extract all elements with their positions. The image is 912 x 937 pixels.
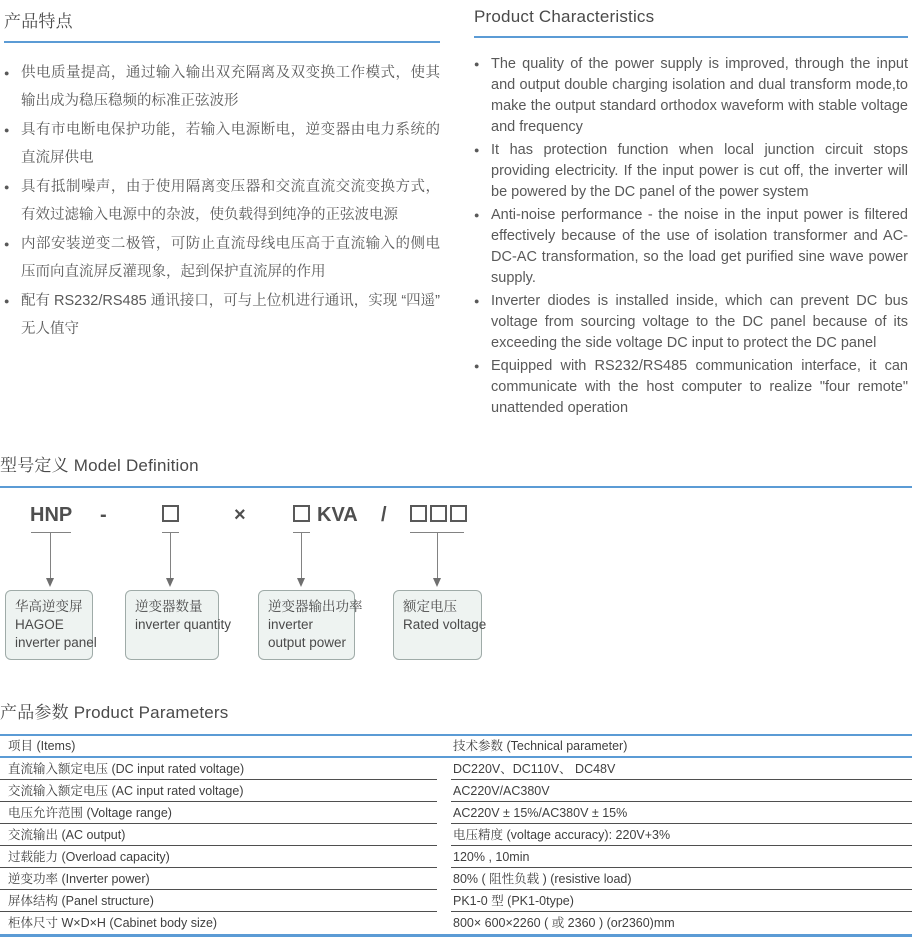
table-header-row — [0, 736, 912, 758]
row-item: 交流输入额定电压 (AC input rated voltage) — [0, 781, 437, 802]
model-placeholder-box-icon — [293, 505, 310, 522]
table-row — [0, 912, 912, 934]
row-value: 800× 600×2260 ( 或 2360 ) (or2360)mm — [453, 915, 675, 930]
table-row — [0, 802, 912, 824]
connector-line — [301, 532, 302, 580]
row-value: DC220V、DC110V、 DC48V — [451, 759, 912, 780]
model-code-diagram — [0, 490, 912, 676]
features-column — [0, 7, 440, 421]
arrow-down-icon — [433, 578, 441, 587]
parameters-title: 产品参数 Product Parameters — [0, 703, 229, 722]
row-item: 交流输出 (AC output) — [0, 825, 437, 846]
box-line: 逆变器输出功率 — [268, 599, 363, 614]
feature-item: ● 具有抵制噪声，由于使用隔离变压器和交流直流交流变换方式，有效过滤输入电源中的杂波，使负载得到纯净的正弦波电源 — [4, 173, 440, 229]
definition-box-output-power — [258, 590, 363, 660]
characteristic-item: ● Anti-noise performance - the noise in the input power is filtered effectively because of the use of isolation transformer and AC-DC-AC transformation, so the load get purified sine wave power supply. — [474, 205, 908, 289]
connector-line — [50, 532, 51, 580]
row-item: 过载能力 (Overload capacity) — [0, 847, 437, 868]
row-item: 直流输入额定电压 (DC input rated voltage) — [0, 759, 437, 780]
characteristic-item: ● Equipped with RS232/RS485 communication interface, it can communicate with the host computer to realize "four remote" unattended operation — [474, 356, 908, 419]
parameters-table — [0, 734, 912, 937]
definition-box-inverter-quantity — [125, 590, 232, 660]
row-value: 80% ( 阻性负载 ) (resistive load) — [451, 869, 912, 890]
characteristic-item: ● It has protection function when local junction circuit stops providing electricity. If the input power is cut off, the inverter will be powered by the DC panel of the power system — [474, 140, 908, 203]
table-row — [0, 758, 912, 780]
box-line: 额定电压 — [403, 599, 457, 614]
model-placeholder-box-icon — [162, 505, 179, 522]
arrow-down-icon — [166, 578, 174, 587]
model-slash: / — [381, 504, 387, 526]
connector-line — [170, 532, 171, 580]
definition-box-inverter-panel — [5, 590, 97, 660]
characteristics-list — [474, 54, 908, 419]
arrow-down-icon — [297, 578, 305, 587]
box-line: 华高逆变屏 — [15, 599, 83, 614]
model-dash: - — [100, 504, 107, 526]
model-kva-suffix: KVA — [317, 504, 358, 526]
features-list — [4, 59, 440, 343]
header-technical-parameter: 技术参数 (Technical parameter) — [453, 738, 628, 753]
table-row — [0, 868, 912, 890]
parameters-section — [0, 698, 912, 937]
features-title: 产品特点 — [4, 12, 73, 31]
feature-item: ● 配有 RS232/RS485 通讯接口，可与上位机进行通讯，实现 “四遥” 无人值守 — [4, 287, 440, 343]
box-line: inverter — [268, 617, 314, 632]
row-value: PK1-0 型 (PK1-0type) — [451, 891, 912, 912]
characteristic-item: ● Inverter diodes is installed inside, which can prevent DC bus voltage from sourcing voltage to the DC panel because of its exceeding the side voltage DC input to protect the DC panel — [474, 291, 908, 354]
model-definition-divider — [0, 486, 912, 488]
box-line: 逆变器数量 — [135, 599, 203, 614]
table-row — [0, 780, 912, 802]
row-value: 120% , 10min — [451, 847, 912, 868]
row-item: 柜体尺寸 W×D×H (Cabinet body size) — [8, 915, 218, 930]
model-definition-section — [0, 451, 912, 676]
box-line: Rated voltage — [403, 617, 487, 632]
characteristics-title: Product Characteristics — [474, 7, 655, 26]
feature-item: ● 具有市电断电保护功能，若输入电源断电，逆变器由电力系统的直流屏供电 — [4, 116, 440, 172]
box-line: inverter quantity — [135, 617, 232, 632]
table-row — [0, 846, 912, 868]
row-item: 电压允许范围 (Voltage range) — [0, 803, 437, 824]
top-section — [0, 0, 912, 421]
feature-item: ● 供电质量提高，通过输入输出双充隔离及双变换工作模式，使其输出成为稳压稳频的标准正弦波形 — [4, 59, 440, 115]
row-item: 屏体结构 (Panel structure) — [0, 891, 437, 912]
connector-line — [437, 532, 438, 580]
row-value: AC220V ± 15%/AC380V ± 15% — [451, 803, 912, 824]
header-items: 项目 (Items) — [8, 738, 76, 753]
row-value: AC220V/AC380V — [451, 781, 912, 802]
connector-bar — [31, 532, 71, 533]
features-divider — [4, 41, 440, 43]
row-value: 电压精度 (voltage accuracy): 220V+3% — [451, 825, 912, 846]
table-row — [0, 890, 912, 912]
model-placeholder-box-icon — [430, 505, 447, 522]
definition-box-rated-voltage — [393, 590, 487, 660]
model-times: × — [234, 504, 246, 526]
characteristics-divider — [474, 36, 908, 38]
model-placeholder-box-icon — [410, 505, 427, 522]
characteristics-column — [474, 7, 908, 421]
box-line: inverter panel — [15, 635, 97, 650]
table-row — [0, 824, 912, 846]
model-placeholder-box-icon — [450, 505, 467, 522]
feature-item: ● 内部安装逆变二极管，可防止直流母线电压高于直流输入的侧电压而向直流屏反灌现象，起到保护直流屏的作用 — [4, 230, 440, 286]
box-line: HAGOE — [15, 617, 64, 632]
model-prefix: HNP — [30, 504, 73, 526]
characteristic-item: ● The quality of the power supply is improved, through the input and output double charging isolation and dual transform mode,to make the output standard orthodox waveform with stable voltage and frequency — [474, 54, 908, 138]
model-definition-title: 型号定义 Model Definition — [0, 456, 199, 475]
box-line: output power — [268, 635, 347, 650]
row-item: 逆变功率 (Inverter power) — [0, 869, 437, 890]
arrow-down-icon — [46, 578, 54, 587]
